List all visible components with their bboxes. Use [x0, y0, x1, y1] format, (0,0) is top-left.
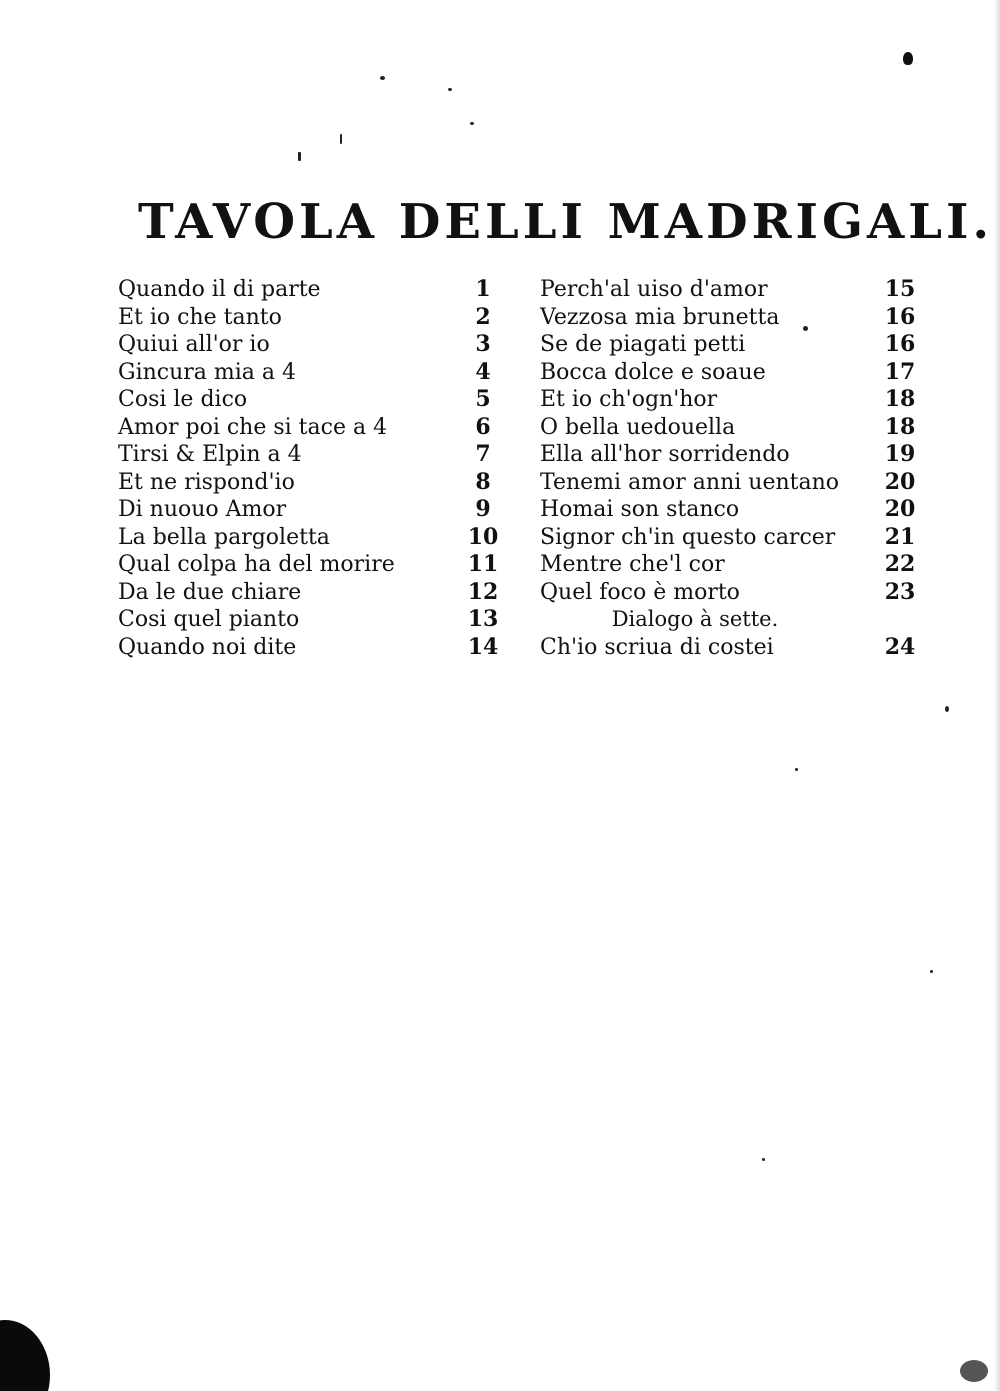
entry-number: 3: [475, 331, 491, 357]
index-entry: [540, 276, 920, 304]
entry-title: Tirsi & Elpin a 4: [118, 442, 302, 467]
entry-number: 7: [475, 441, 491, 467]
index-entry: [118, 359, 503, 387]
index-entry: [540, 359, 920, 387]
entry-title: Et io ch'ogn'hor: [540, 387, 718, 412]
entry-number: 16: [884, 303, 916, 330]
entry-title: Quando il di parte: [118, 277, 321, 302]
index-entry: [118, 551, 503, 579]
entry-title: Tenemi amor anni uentano: [540, 469, 840, 495]
page-title: TAVOLA DELLI MADRIGALI.: [138, 194, 994, 250]
page-corner-blot: [0, 1320, 50, 1391]
entry-number: 21: [884, 523, 916, 550]
entry-title: O bella uedouella: [540, 414, 736, 440]
ink-speck: [380, 76, 385, 80]
entry-number: 15: [884, 276, 916, 302]
ink-mark: [903, 52, 913, 65]
entry-title: Cosi le dico: [118, 387, 248, 412]
index-entry: [540, 304, 920, 332]
entry-title: Signor ch'in questo carcer: [540, 524, 836, 550]
index-entry: [540, 386, 920, 414]
entry-number: 17: [884, 358, 916, 385]
entry-title: La bella pargoletta: [118, 524, 330, 550]
entry-number: 19: [884, 441, 916, 467]
index-entry: [540, 551, 920, 579]
index-entry: [118, 441, 503, 469]
index-entry: [118, 276, 503, 304]
index-entry: [540, 414, 920, 442]
ink-speck: [298, 152, 301, 161]
entry-title: Cosi quel pianto: [118, 607, 300, 632]
entry-title: Ch'io scriua di costei: [540, 634, 774, 660]
entry-title: Gincura mia a 4: [118, 359, 297, 385]
entry-number: 23: [884, 578, 916, 605]
entry-number: 10: [467, 523, 499, 550]
entry-number: 5: [475, 386, 491, 412]
entry-number: 12: [467, 578, 499, 605]
index-entry: [540, 634, 920, 662]
index-entry: [118, 524, 503, 552]
entry-title: Quel foco è morto: [540, 579, 740, 605]
entry-number: 22: [884, 551, 916, 577]
ink-speck: [930, 970, 933, 973]
entry-title: Bocca dolce e soaue: [540, 359, 766, 385]
entry-title: Homai son stanco: [540, 497, 740, 522]
entry-title: Perch'al uiso d'amor: [540, 277, 768, 302]
entry-number: 24: [884, 633, 916, 660]
entry-number: 6: [475, 413, 491, 440]
ink-speck: [470, 122, 474, 125]
ink-speck: [448, 88, 452, 91]
entry-title: Et ne rispond'io: [118, 469, 295, 495]
ink-speck: [340, 134, 342, 144]
index-left-column: [118, 276, 503, 661]
entry-number: 1: [475, 276, 491, 302]
ink-speck: [762, 1158, 765, 1161]
index-entry: [540, 331, 920, 359]
entry-title: Vezzosa mia brunetta: [540, 304, 780, 330]
entry-number: 9: [475, 496, 491, 522]
entry-title: Ella all'hor sorridendo: [540, 442, 790, 467]
index-entry: [118, 634, 503, 662]
index-entry: [118, 496, 503, 524]
index-entry: [118, 386, 503, 414]
index-entry: [540, 469, 920, 497]
index-right-column: [540, 276, 920, 661]
entry-number: 13: [467, 606, 499, 632]
entry-title: Et io che tanto: [118, 304, 282, 330]
entry-title: Se de piagati petti: [540, 332, 746, 357]
index-entry: [118, 606, 503, 634]
entry-title: Di nuouo Amor: [118, 497, 287, 522]
entry-number: 18: [884, 386, 916, 412]
entry-number: 20: [884, 496, 916, 522]
entry-title: Qual colpa ha del morire: [118, 552, 395, 577]
entry-number: 14: [467, 633, 499, 660]
entry-number: 8: [475, 468, 491, 495]
entry-title: Amor poi che si tace a 4: [118, 414, 388, 440]
ink-speck: [960, 1360, 988, 1382]
entry-number: 16: [884, 331, 916, 357]
index-entry: [118, 579, 503, 607]
index-entry: [118, 414, 503, 442]
index-entry: [540, 441, 920, 469]
entry-number: 11: [467, 551, 499, 577]
ink-speck: [795, 768, 798, 771]
entry-number: 2: [475, 303, 491, 330]
index-entry: [540, 496, 920, 524]
index-entry: [540, 579, 920, 607]
index-entry: [540, 524, 920, 552]
page-edge-shadow: [994, 0, 1000, 1391]
entry-number: 20: [884, 468, 916, 495]
index-entry: [118, 304, 503, 332]
entry-title: Quiui all'or io: [118, 332, 270, 357]
ink-speck: [945, 706, 949, 712]
dialogo-heading: Dialogo à sette.: [611, 607, 779, 631]
ink-speck: [803, 326, 808, 331]
index-entry: [118, 469, 503, 497]
index-entry: [118, 331, 503, 359]
entry-title: Quando noi dite: [118, 634, 297, 660]
entry-title: Da le due chiare: [118, 579, 302, 605]
entry-title: Mentre che'l cor: [540, 552, 725, 577]
entry-number: 4: [475, 358, 491, 385]
entry-number: 18: [884, 413, 916, 440]
